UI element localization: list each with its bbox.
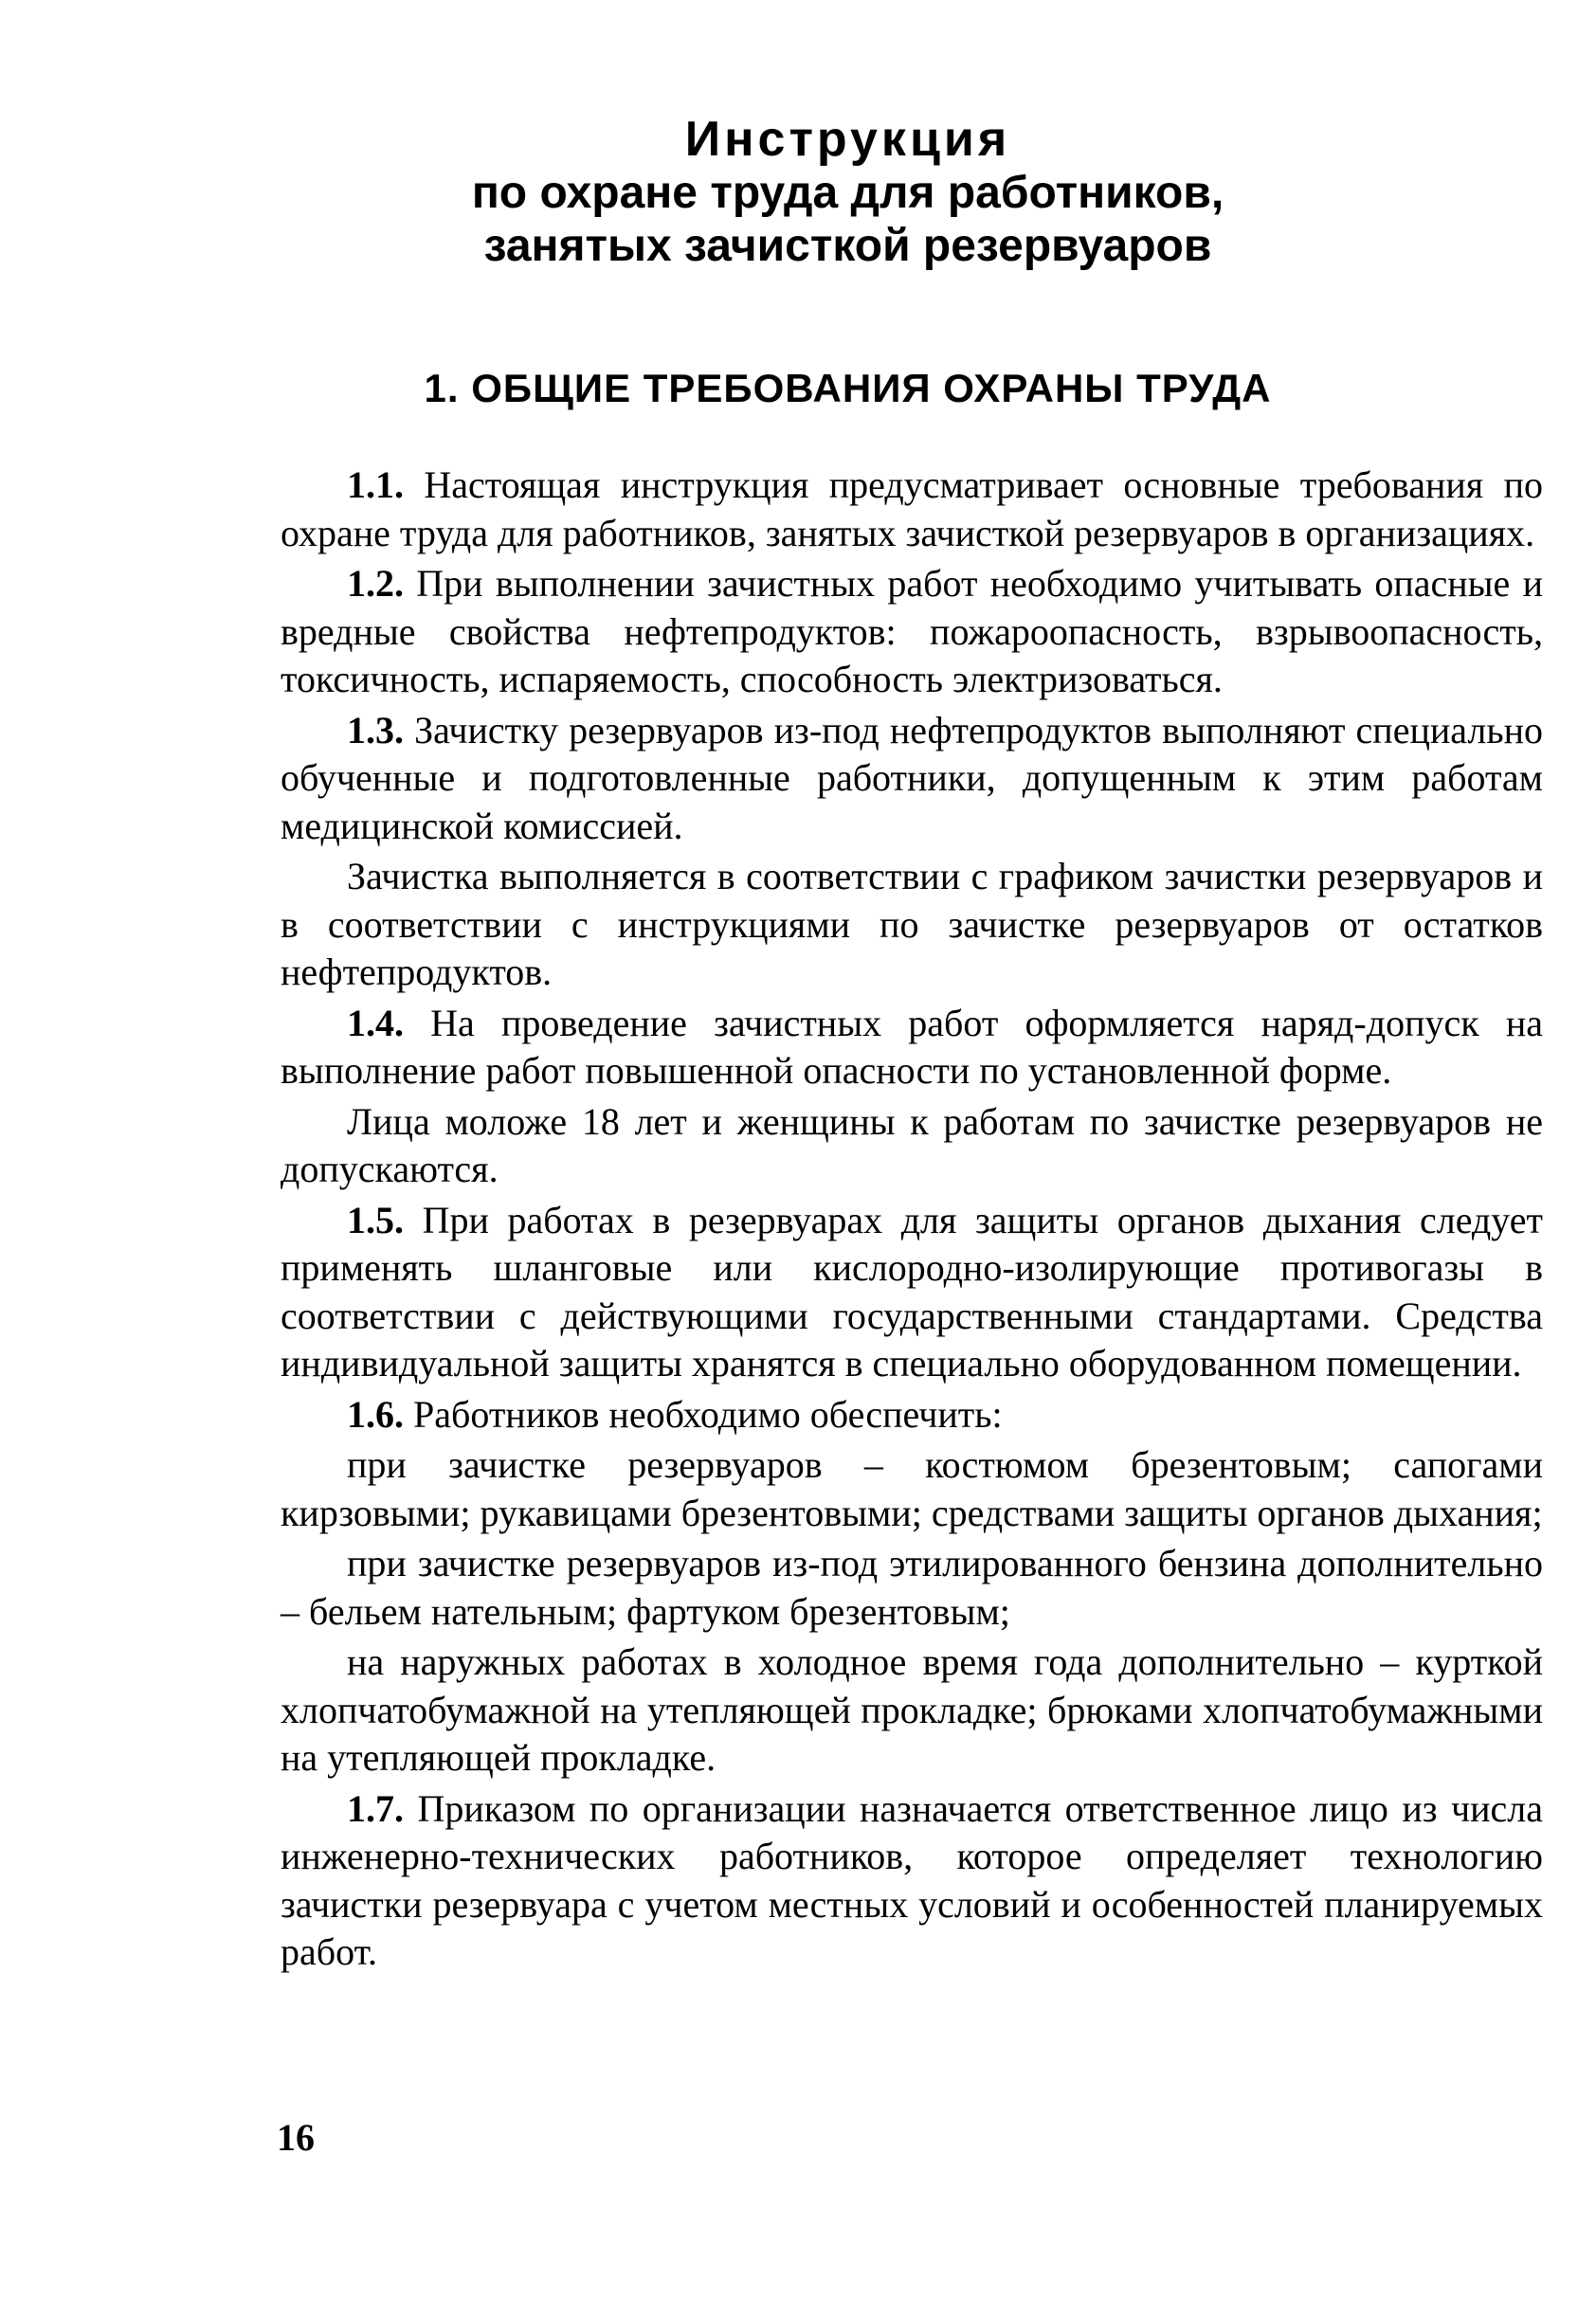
paragraph-number: 1.5. — [347, 1198, 404, 1241]
page-number: 16 — [277, 2116, 315, 2159]
document-subtitle-line-2: занятых зачисткой резервуаров — [483, 221, 1212, 271]
document-title: Инструкция — [684, 112, 1011, 167]
paragraph-1-2 — [281, 560, 1543, 704]
paragraph-number: 1.6. — [347, 1392, 404, 1436]
paragraph-text: На проведение зачистных работ оформляется наряд-допуск на выполнение работ повышенной опасности по установленной форме. — [281, 1001, 1543, 1092]
paragraph-1-3 — [281, 707, 1543, 851]
paragraph-text: Работников необходимо обеспечить: — [404, 1392, 1003, 1436]
paragraph-1-3-cont — [281, 853, 1543, 997]
paragraph-1-6-item-2 — [281, 1540, 1543, 1636]
paragraph-1-7 — [281, 1785, 1543, 1977]
paragraph-text: при зачистке резервуаров – костюмом брезентовым; сапогами кирзовыми; рукавицами брезентовыми; средствами защиты органов дыхания; — [281, 1443, 1543, 1534]
paragraph-text: При выполнении зачистных работ необходимо учитывать опасные и вредные свойства нефтепродуктов: пожароопасность, взрывоопасность, токсичность, испаряемость, способность электризоваться. — [281, 562, 1543, 700]
paragraph-text: Лица моложе 18 лет и женщины к работам по зачистке резервуаров не допускаются. — [281, 1099, 1543, 1190]
paragraph-1-4-cont — [281, 1098, 1543, 1194]
paragraph-1-6-item-1 — [281, 1441, 1543, 1537]
body-text — [281, 462, 1543, 1980]
document-subtitle-line-1: по охране труда для работников, — [471, 168, 1224, 218]
paragraph-1-6 — [281, 1391, 1543, 1439]
paragraph-number: 1.3. — [347, 708, 404, 751]
paragraph-text: Приказом по организации назначается ответственное лицо из числа инженерно-технических работников, которое определяет технологию зачистки резервуара с учетом местных условий и особенностей планируемых работ. — [281, 1786, 1543, 1973]
paragraph-number: 1.1. — [347, 463, 404, 506]
paragraph-number: 1.4. — [347, 1001, 404, 1044]
paragraph-text: Зачистку резервуаров из-под нефтепродуктов выполняют специально обученные и подготовленные работники, допущенным к этим работам медицинской комиссией. — [281, 708, 1543, 847]
paragraph-text: Зачистка выполняется в соответствии с графиком зачистки резервуаров и в соответствии с инструкциями по зачистке резервуаров от остатков нефтепродуктов. — [281, 855, 1543, 993]
paragraph-text: на наружных работах в холодное время года дополнительно – курткой хлопчатобумажной на утепляющей прокладке; брюками хлопчатобумажными на утепляющей прокладке. — [281, 1640, 1543, 1779]
paragraph-text: при зачистке резервуаров из-под этилированного бензина дополнительно – бельем нательным; фартуком брезентовым; — [281, 1542, 1543, 1633]
title-block — [0, 112, 1596, 273]
paragraph-text: При работах в резервуарах для защиты органов дыхания следует применять шланговые или кислородно-изолирующие противогазы в соответствии с действующими государственными стандартами. Средства индивидуальной защиты хранятся в специально оборудованном помещении. — [281, 1198, 1543, 1385]
paragraph-1-4 — [281, 1000, 1543, 1095]
paragraph-1-1 — [281, 462, 1543, 557]
paragraph-1-5 — [281, 1197, 1543, 1388]
section-heading: 1. ОБЩИЕ ТРЕБОВАНИЯ ОХРАНЫ ТРУДА — [424, 366, 1272, 410]
paragraph-number: 1.7. — [347, 1786, 404, 1830]
paragraph-number: 1.2. — [347, 562, 404, 605]
paragraph-1-6-item-3 — [281, 1638, 1543, 1783]
paragraph-text: Настоящая инструкция предусматривает основные требования по охране труда для работников, занятых зачисткой резервуаров в организациях. — [281, 463, 1543, 554]
